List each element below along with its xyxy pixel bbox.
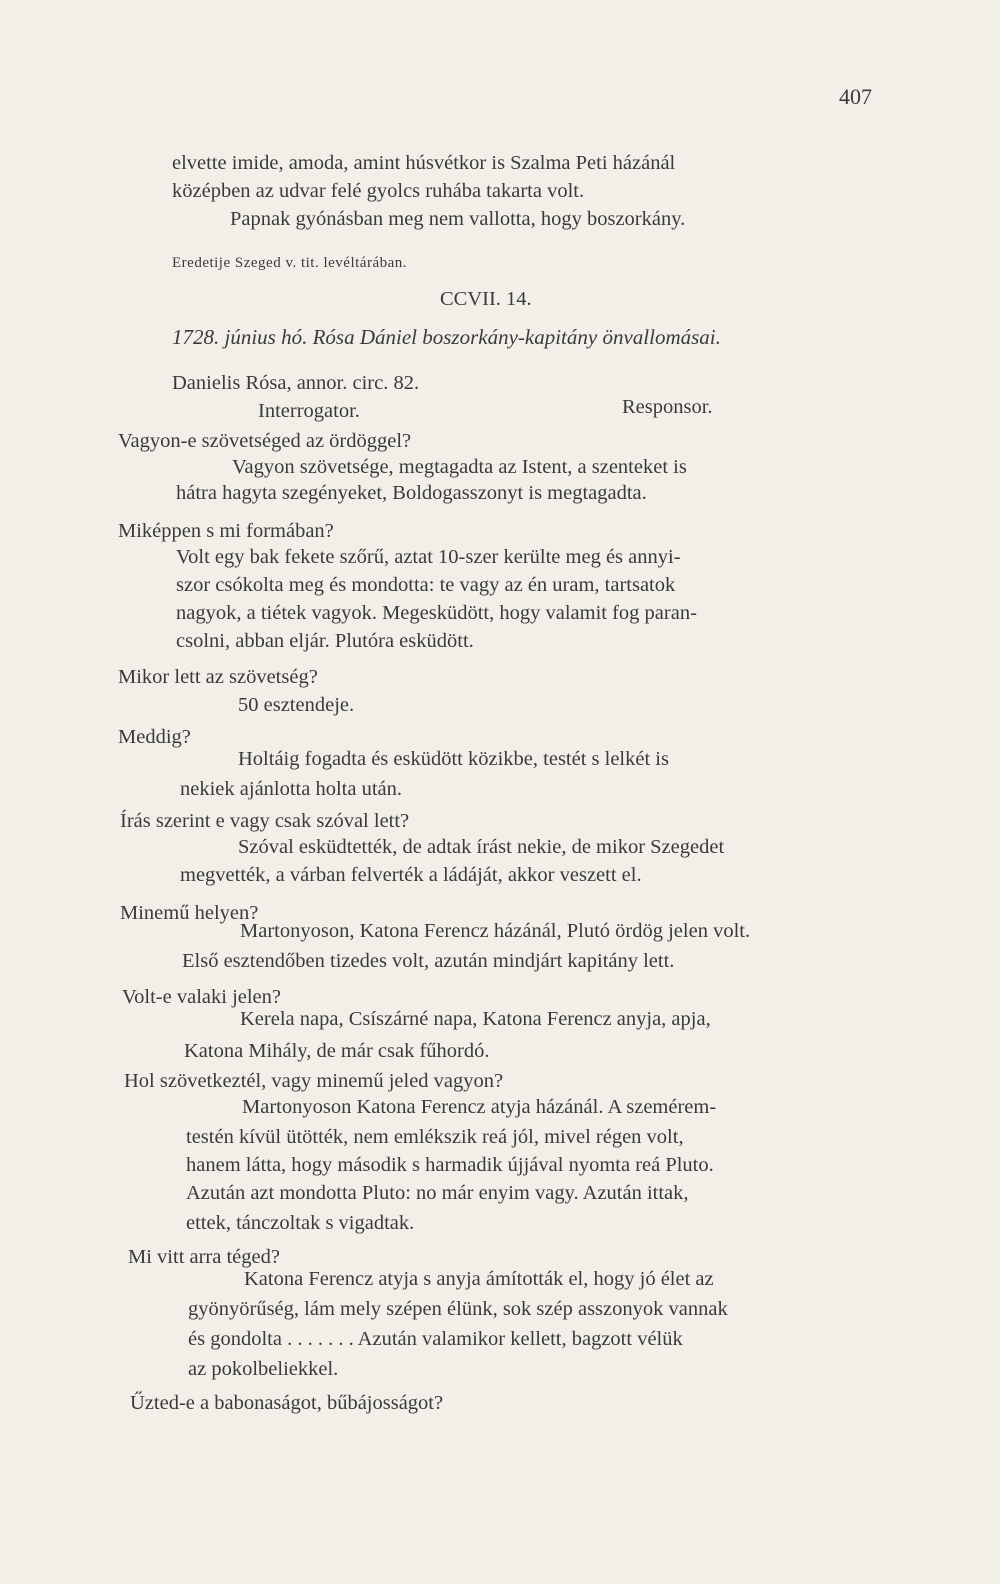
answer-line: Kerela napa, Csíszárné napa, Katona Ferencz anyja, apja, bbox=[240, 1008, 711, 1030]
answer-line: gyönyörűség, lám mely szépen élünk, sok szép asszonyok vannak bbox=[188, 1298, 728, 1320]
question: Vagyon-e szövetséged az ördöggel? bbox=[118, 430, 412, 452]
answer-line: Azután azt mondotta Pluto: no már enyim vagy. Azután ittak, bbox=[186, 1182, 689, 1204]
question: Mikor lett az szövetség? bbox=[118, 666, 318, 688]
page-number: 407 bbox=[839, 84, 872, 109]
intro-line: elvette imide, amoda, amint húsvétkor is Szalma Peti házánál bbox=[172, 152, 676, 174]
question: Hol szövetkeztél, vagy minemű jeled vagyon? bbox=[124, 1070, 504, 1092]
answer-line: csolni, abban eljár. Plutóra esküdött. bbox=[176, 630, 474, 652]
question: Minemű helyen? bbox=[120, 902, 259, 924]
answer-line: Katona Ferencz atyja s anyja ámították el, hogy jó élet az bbox=[244, 1268, 714, 1290]
answer-line: Volt egy bak fekete szőrű, aztat 10-szer kerülte meg és annyi- bbox=[176, 546, 681, 568]
question: Miképpen s mi formában? bbox=[118, 520, 334, 542]
answer-line: Első esztendőben tizedes volt, azután mindjárt kapitány lett. bbox=[182, 950, 675, 972]
intro-line: Papnak gyónásban meg nem vallotta, hogy boszorkány. bbox=[230, 208, 686, 230]
answer-line: megvették, a várban felverték a ládáját, akkor veszett el. bbox=[180, 864, 642, 886]
answer-line: nekiek ajánlotta holta után. bbox=[180, 778, 403, 800]
answer-line: Martonyoson Katona Ferencz atyja házánál. A szemérem- bbox=[242, 1096, 717, 1118]
question: Volt-e valaki jelen? bbox=[122, 986, 282, 1008]
answer-line: 50 esztendeje. bbox=[238, 694, 355, 716]
responsor-header: Responsor. bbox=[622, 396, 713, 418]
interrogator-header: Interrogator. bbox=[258, 400, 360, 422]
answer-line: Vagyon szövetsége, megtagadta az Istent, a szenteket is bbox=[232, 456, 687, 478]
answer-line: testén kívül ütötték, nem emlékszik reá jól, mivel régen volt, bbox=[186, 1126, 684, 1148]
answer-line: Holtáig fogadta és esküdött közikbe, testét s lelkét is bbox=[238, 748, 669, 770]
answer-line: szor csókolta meg és mondotta: te vagy az én uram, tartsatok bbox=[176, 574, 676, 596]
answer-line: és gondolta . . . . . . . Azután valamikor kellett, bagzott vélük bbox=[188, 1328, 683, 1350]
intro-line: középben az udvar felé gyolcs ruhába takarta volt. bbox=[172, 180, 585, 202]
answer-line: Katona Mihály, de már csak fűhordó. bbox=[184, 1040, 490, 1062]
question: Mi vitt arra téged? bbox=[128, 1246, 280, 1268]
answer-line: hátra hagyta szegényeket, Boldogasszonyt is megtagadta. bbox=[176, 482, 647, 504]
answer-line: Martonyoson, Katona Ferencz házánál, Plutó ördög jelen volt. bbox=[240, 920, 751, 942]
document-title: 1728. június hó. Rósa Dániel boszorkány-kapitány önvallomásai. bbox=[172, 325, 721, 349]
answer-line: ettek, tánczoltak s vigadtak. bbox=[186, 1212, 415, 1234]
question: Űzted-e a babonaságot, bűbájosságot? bbox=[130, 1392, 444, 1414]
answer-line: nagyok, a tiétek vagyok. Megesküdött, hogy valamit fog paran- bbox=[176, 602, 697, 624]
subject-line: Danielis Rósa, annor. circ. 82. bbox=[172, 372, 420, 394]
answer-line: az pokolbeliekkel. bbox=[188, 1358, 339, 1380]
answer-line: Szóval esküdtették, de adtak írást nekie, de mikor Szegedet bbox=[238, 836, 725, 858]
answer-line: hanem látta, hogy második s harmadik újjával nyomta reá Pluto. bbox=[186, 1154, 714, 1176]
document-number: CCVII. 14. bbox=[440, 288, 532, 310]
question: Írás szerint e vagy csak szóval lett? bbox=[120, 810, 410, 832]
source-note: Eredetije Szeged v. tit. levéltárában. bbox=[172, 255, 408, 271]
question: Meddig? bbox=[118, 726, 191, 748]
